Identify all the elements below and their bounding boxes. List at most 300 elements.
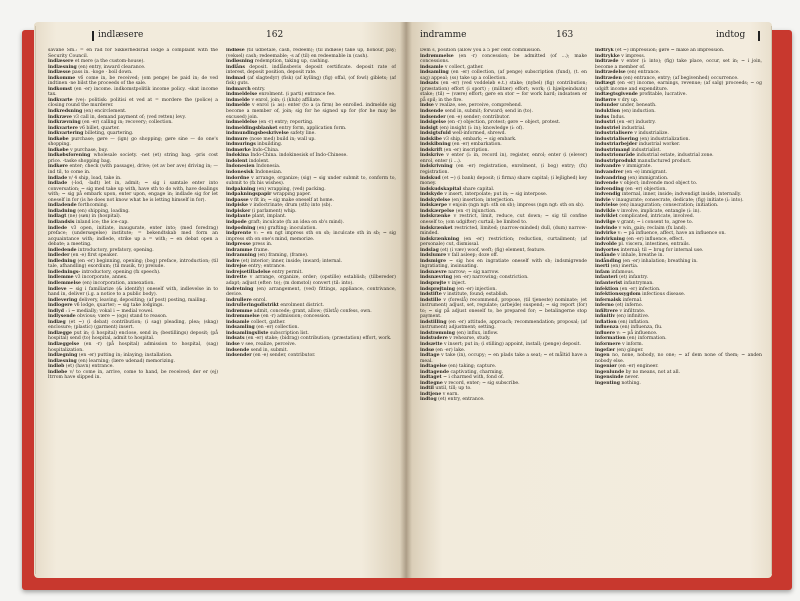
entry-headword: indpiske (226, 203, 248, 209)
entry-headword: indlandsis (48, 219, 75, 225)
entry-headword: indstudere (420, 336, 448, 342)
entry-definition: send in, submit; forward; send in (to). (444, 109, 533, 115)
entry-definition: entry. (252, 86, 266, 92)
entry-headword: indpresse (226, 242, 251, 248)
dictionary-entry (420, 176, 587, 187)
entry-headword: indsamling (420, 70, 449, 76)
entry-definition: (til udbetale, cash, redeem); (til indløse) take up, honour, pay; (veksel) cash; redeemable; -s af (til) en redeemable in (cash). (226, 48, 396, 59)
entry-headword: industri (595, 120, 616, 126)
entry-definition: (en -e) first speaker. (71, 253, 118, 259)
entry-definition: (et) inferno. (615, 303, 644, 309)
entry-headword: indkvartere (48, 125, 78, 131)
entry-headword: Indokina (226, 153, 250, 159)
entry-headword: indlægge (48, 330, 72, 336)
header-bar (758, 31, 760, 41)
entry-headword: indløse (226, 48, 245, 53)
dictionary-entry (420, 214, 587, 225)
dictionary-entry (420, 259, 587, 270)
entry-definition: v enjoin (ngn ngt: sth on sb); impress (ngn ngt: sth on sb). (448, 203, 585, 209)
entry-definition: infamous. (611, 269, 635, 275)
entry-definition: (en -er) collection. (256, 325, 299, 331)
dictionary-entry (226, 353, 396, 359)
entry-headword: indstrømning (420, 330, 455, 336)
entry-headword: indkræve (48, 114, 72, 120)
entry-definition: (en -r) injunction. (455, 208, 497, 214)
entry-definition: (en) entrance. (627, 70, 661, 76)
entry-definition: collect, gather. (250, 319, 286, 325)
dictionary-entry (48, 87, 218, 98)
entry-headword: indvikle (595, 208, 616, 214)
entry-definition: v enter (i: into); (fig) take place, occur, set in; ~ i join, become a member of. (595, 59, 762, 70)
entry-definition: v: ~ på influence, affect, have an influence on. (617, 231, 726, 237)
dictionary-entry (420, 237, 587, 248)
entry-definition: v rehearse, study. (449, 336, 491, 342)
entry-definition: redemption, taking up, cashing. (254, 59, 330, 65)
page-edges-left (34, 26, 36, 574)
entry-definition: industrialist. (631, 147, 661, 153)
dictionary-entry (595, 81, 762, 92)
entry-definition: (en -r) objection, protest; gøre ~ object, protest. (447, 120, 561, 126)
right-header-word: indramme (420, 30, 467, 40)
entry-definition: v: ~ en ngt impress sth on sb; inculcate sth in sb; ~ sig impress sth on one's mind, memorize. (226, 231, 396, 242)
entry-headword: indkomst (48, 86, 73, 92)
entry-definition: share capital. (462, 186, 495, 192)
entry-headword: indpisker (226, 208, 251, 214)
entry-headword: indtørre (595, 97, 617, 103)
entry-headword: indløbe (48, 369, 68, 375)
entry-definition: Indus. (610, 114, 626, 120)
entry-headword: industriel (595, 125, 621, 131)
dictionary-entry (595, 381, 762, 387)
entry-definition: v industrialize. (634, 131, 669, 137)
entry-definition: ~ i charmed with, fond of. (443, 375, 505, 381)
entry-headword: ingenting (595, 380, 620, 386)
dictionary-entry (226, 103, 396, 120)
entry-headword: influere (595, 330, 616, 336)
entry-headword: indplante (226, 214, 251, 220)
header-bar (92, 31, 94, 41)
entry-definition: v enter (i: in, record in), register, enrol; enter (i (elever) enrol, enter (i ...). (420, 153, 587, 164)
entry-headword: industriarbejder (595, 142, 638, 148)
dictionary-entry (420, 81, 587, 103)
left-column-1 (48, 48, 218, 570)
dictionary-entry (226, 48, 396, 59)
entry-definition: purchase; gøre — (ign) go shopping; gøre sine — do one's shopping. (48, 136, 218, 148)
entry-definition: v collect, gather. (444, 64, 484, 70)
entry-headword: indlæg (48, 319, 66, 325)
entry-headword: indvirke (595, 231, 617, 237)
entry-definition: v record, enter; ~ sig subscribe. (444, 380, 520, 386)
entry-definition: v inaugurate; consecrate, dedicate; (fig) initiate (i: into). (612, 197, 744, 203)
entry-definition: v win, gain; reclaim (fx land). (618, 225, 687, 231)
entry-headword: infam (595, 269, 610, 275)
entry-headword: indslumre (420, 253, 447, 259)
entry-headword: indsigtsfuld (420, 131, 451, 137)
entry-headword: inerti (595, 264, 610, 270)
entry-definition: (en) shipping, loading. (77, 208, 130, 214)
entry-headword: indtagelse (420, 364, 447, 370)
entry-headword: infiltrere (595, 308, 618, 314)
entry-headword: indsamle (420, 64, 444, 70)
entry-headword: infanterist (595, 280, 623, 286)
entry-definition: (en) encirclement. (83, 109, 127, 115)
entry-headword: indprente (226, 231, 252, 237)
entry-headword: indlyd (48, 308, 64, 314)
entry-headword: indsamling (226, 325, 255, 331)
entry-headword: indtræden (595, 75, 622, 81)
entry-definition: (en) information. (627, 336, 667, 342)
entry-definition: (en) ginger. (616, 347, 644, 353)
entry-definition: savane Sm.: = en rad for Sikkerhedsråd lodge a complaint with the Security Council. (48, 48, 218, 59)
entry-definition: nothing. (621, 380, 641, 386)
right-column-2 (595, 48, 762, 570)
entry-definition: (en -er) income, earnings, revenue; (af salg) proceeds; ~ og udgift income and expenditure. (595, 81, 762, 92)
entry-headword: indskærpelse (420, 208, 455, 214)
entry-definition: v inhale, breathe in. (617, 253, 664, 259)
entry-headword: indlevering (48, 297, 78, 303)
entry-headword: indmørke (226, 147, 251, 153)
entry-headword: ingefær (595, 347, 616, 353)
entry-definition: v: ~ på influence. (616, 330, 658, 336)
entry-headword: indsmigre (420, 258, 447, 264)
dictionary-entry (48, 76, 218, 87)
entry-definition: v purchase, buy. (70, 147, 108, 153)
entry-definition: (en) inauguration; consecration; initiation. (619, 203, 719, 209)
entry-headword: indrejsetilladelse (226, 269, 271, 275)
entry-definition: internal, inner, inside; indvendigt inside, internally. (621, 192, 742, 198)
entry-definition: put in; (i hospital) enclose, send in; (bestillings) deposit; (på hospital) send (to) hospital, admit to hospital. (48, 330, 218, 342)
entry-headword: indvendig (595, 192, 621, 198)
entry-definition: ~ sig hos en ingratiate oneself with sb; indsmigrende ingratiating, insinuating. (420, 258, 587, 270)
entry-headword: ingensinde (595, 375, 624, 381)
entry-headword: Indonesien (226, 164, 255, 170)
entry-headword: indskudskapital (420, 186, 462, 192)
entry-headword: infektionssygdom (595, 292, 641, 298)
entry-headword: indskud (420, 175, 441, 181)
entry-definition: (ve): politisk: politisi et ved at = mordere the (police) a closing round the murderer. (48, 97, 218, 109)
entry-headword: indmeldelse (226, 92, 258, 98)
entry-headword: indsprøjtning (420, 286, 456, 292)
entry-headword: indordne (226, 175, 250, 181)
entry-headword: indvending (595, 186, 624, 192)
entry-definition: introductory, prefatory, opening. (78, 247, 154, 253)
entry-headword: indtrædelse (595, 70, 626, 76)
entry-definition: (en) arrangement, (ved) fittings, appliance, contrivance, device. (226, 286, 396, 298)
entry-headword: indlogere (48, 303, 73, 309)
entry-headword: indkøbe (48, 147, 69, 153)
entry-definition: Indonesia. (256, 164, 281, 170)
entry-headword: indtagende (420, 369, 450, 375)
entry-headword: indonesisk (226, 170, 254, 176)
dictionary-entry (420, 226, 587, 237)
entry-definition: (en -er) inhalation; breathing in. (622, 258, 698, 264)
left-columns (48, 48, 396, 570)
entry-definition: v arrange, organize; (sig) ~ sig under submit to, conform to, submit to (fx his wishes). (226, 175, 396, 187)
entry-definition: graft; inculcate (fx an idea on sb's mind). (248, 219, 344, 225)
entry-definition: (en -er) putting in; inlaying; installation. (78, 353, 173, 359)
left-column-2 (226, 48, 396, 570)
entry-definition: (et) (i væv) woof, weft; (fig) element, feature. (440, 247, 546, 253)
entry-headword: indkredsning (48, 109, 83, 115)
entry-definition: (en -er) registration, enrolment, (i bog) entry; (fx) registration. (420, 164, 587, 176)
entry-definition: forthcoming. (78, 203, 109, 209)
entry-headword: indkrævning (48, 120, 81, 126)
dictionary-entry (595, 353, 762, 364)
entry-headword: indvinde (595, 225, 618, 231)
entry-definition: industrial estate, industrial zone. (636, 153, 714, 159)
entry-definition: send in, submit. (250, 347, 288, 353)
entry-headword: ingen (595, 353, 610, 359)
entry-definition: (-lod, -ladt) let in, admit; ~ sig i samtale enter into conversation; ~ sig med take up with, have sth to do with, have dealings with; ~ sig på embark upon, enter upon, engage in; indlade sig for let oneself in for (is he does not know what he is letting himself in for). (48, 181, 218, 203)
dictionary-entry (48, 98, 218, 109)
dictionary-entry (48, 137, 218, 148)
entry-definition: v6 lodge, quarter; ~ sig take lodgings. (74, 303, 164, 309)
dictionary-entry (48, 226, 218, 248)
entry-headword: indladende (48, 203, 77, 209)
entry-definition: (en) insertion; interjection. (451, 197, 515, 203)
entry-definition: (en -er) lake. (435, 347, 466, 353)
entry-headword: indsender (226, 353, 252, 359)
entry-headword: indskyde (420, 192, 443, 198)
entry-definition: v dry up. (617, 97, 639, 103)
entry-headword: indviklet (595, 214, 618, 220)
entry-headword: indramning (226, 253, 257, 259)
entry-definition: (en -er) industry. (616, 120, 656, 126)
entry-headword: indmad (226, 75, 246, 81)
entry-headword: industriområde (595, 153, 635, 159)
entry-headword: indtog (420, 397, 437, 403)
entry-definition: : i ~ medially; vokal i ~ medial vowel. (65, 308, 154, 314)
entry-headword: indlåns (226, 64, 245, 70)
entry-definition: wrapping paper. (272, 192, 312, 198)
dictionary-entry (420, 54, 587, 65)
entry-definition: (en) inflation. (618, 319, 650, 325)
entry-definition: (i parlament) whip. (251, 208, 297, 214)
entry-headword: indskrænkning (420, 236, 460, 242)
entry-headword: indløsning (226, 59, 254, 65)
dictionary-entry (420, 298, 587, 320)
entry-definition: v/ 4 ship, load, take in. (68, 175, 122, 181)
entry-headword: indmurings (226, 142, 256, 148)
entry-headword: indse (226, 341, 240, 347)
entry-headword: indtægtsgivende (595, 92, 638, 98)
entry-definition: v/ to come in, arrive, come to hand, be received; der er (ej) ltrrom have slipped in. (48, 369, 218, 381)
entry-definition: v see, realize, perceive. (241, 341, 297, 347)
entry-headword: indledende (48, 247, 77, 253)
entry-headword: infanteri (595, 275, 618, 281)
entry-headword: infinitiv (595, 314, 616, 320)
entry-definition: (en -er) engineer. (618, 364, 659, 370)
dictionary-entry (420, 153, 587, 164)
entry-definition: entry form, application form. (278, 125, 347, 131)
entry-definition: (en) influenza, flu. (620, 325, 663, 331)
entry-headword: indsigelse (420, 120, 447, 126)
entry-headword: indmelde (226, 103, 250, 109)
entry-headword: indtræde (595, 59, 619, 65)
entry-definition: (en) inertia. (610, 264, 639, 270)
entry-headword: indus (595, 114, 610, 120)
entry-headword: indpode (226, 219, 247, 225)
entry-definition: (en -er) beginning, opening; (bog) preface, introduction; (til tale, afhandling) exordium; (til musik, tv) prelude. (48, 258, 218, 270)
entry-definition: (et ~) impression; gøre ~ make an impression. (615, 48, 725, 53)
entry-headword: indkøbe (48, 136, 69, 142)
entry-definition: v inject. (447, 280, 467, 286)
entry-definition: infernal. (622, 297, 643, 303)
entry-headword: industrialisering (595, 136, 639, 142)
entry-definition: (en) framing, (frame). (257, 253, 309, 259)
entry-definition: v indoctrinate; drum (sth) into (sb). (249, 203, 332, 209)
entry-definition: restricted, limited; (narrow-minded) dull, (dum) narrow-minded. (420, 225, 587, 237)
entry-definition: (en) immigration. (627, 175, 669, 181)
entry-headword: indlede (48, 225, 68, 231)
entry-definition: v (foreslå) recommend, propose, (til tjeneste) nominate; (et instrument) adjust, set, regulate; (arbejde) suspend; ~ sig report (for) to; ~ sig på adjust oneself to, be prepared for; ~ betalingerne stop payment. (420, 297, 587, 320)
entry-headword: indånde (595, 253, 616, 259)
entry-definition: until, till; up to. (435, 386, 472, 392)
entry-definition: v enrol, join; (i (klub) affiliate. (251, 97, 322, 103)
entry-definition: (en) insight (i: in); knowledge (i: of). (439, 125, 524, 131)
entry-definition: profitable, lucrative. (639, 92, 687, 98)
dictionary-entry (226, 231, 396, 242)
entry-definition: v infiltrate. (619, 308, 646, 314)
entry-headword: indpodning (226, 225, 256, 231)
page-edges-right (770, 26, 772, 574)
book-gutter (400, 22, 412, 578)
entry-definition: plant, implant. (252, 214, 287, 220)
entry-definition: (en -r) admission; concession. (261, 314, 331, 320)
entry-headword: induktion (595, 109, 621, 115)
entry-definition: (en) influx, inflow. (456, 330, 499, 336)
entry-definition: infantryman. (623, 280, 654, 286)
entry-headword: industrialisere (595, 131, 633, 137)
entry-headword: indrømme (226, 308, 253, 314)
right-page-number: 163 (556, 30, 574, 40)
entry-definition: manufactured product. (637, 158, 692, 164)
entry-headword: indlemme (48, 275, 74, 281)
entry-headword: indvandring (595, 175, 627, 181)
entry-headword: indtegne (420, 380, 443, 386)
entry-definition: v grant; ~ i consent to, agree to. (617, 219, 693, 225)
entry-definition: (nose med) build in; wall up. (249, 136, 316, 142)
entry-definition: enrolment district. (280, 303, 324, 309)
entry-headword: indvirkning (595, 236, 625, 242)
entry-headword: indpakningspapir (226, 192, 272, 198)
entry-headword: indmelde (226, 97, 250, 103)
entry-definition: (en -e) sender; contributor. (447, 114, 510, 120)
entry-headword: indlemmelse (48, 280, 81, 286)
entry-definition: v3 open, initiate, inaugurate, enter into; (med foredrag) preface; (undersøgelse) institute; = bekendtskab med form an acquaintance with; indlede, strike up a = with; ~ en debat open a debate; a meeting. (48, 225, 218, 248)
entry-headword: indlade (48, 175, 68, 181)
entry-definition: (en -er) (ved voddeløb e.t.) stake; (nybel) (fig) contribution; (præstation) effort (i sport) ; (militær) effort; work; (i hjælpeindsats) stake; (til) ~ (være) effort; gøre en stor ~ for work hard; indsatsen er på spil; in the fire. (420, 81, 587, 103)
left-page (34, 22, 406, 578)
entry-definition: subscription list. (269, 330, 309, 336)
entry-definition: Dem s, position (allow you a 5 per cent commission. (420, 48, 542, 53)
entry-headword: indlade (48, 181, 68, 187)
entry-headword: indskrivning (420, 164, 453, 170)
entry-definition: (en) grafting; inoculation. (256, 225, 317, 231)
entry-headword: indskibning (420, 142, 451, 148)
entry-definition: (et) interior; inner, inside; inward; internal. (241, 258, 343, 264)
entry-headword: indsender (420, 114, 446, 120)
entry-headword: indleder (48, 253, 70, 259)
entry-headword: indkvartering (48, 131, 84, 137)
entry-headword: indskibe (420, 136, 442, 142)
entry-definition: (en -er) income. indkomstpolitik income policy. -skat income tax. (48, 86, 218, 98)
right-column-1 (420, 48, 587, 570)
entry-definition: introductory, opening (fx speech). (81, 269, 161, 275)
dictionary-entry (48, 342, 218, 353)
entry-headword: indrette (226, 275, 247, 281)
dictionary-entry (420, 353, 587, 364)
entry-headword: indse (420, 103, 434, 109)
entry-headword: indsætte (420, 341, 443, 347)
entry-headword: indsprøjte (420, 280, 447, 286)
entry-headword: indlysende (48, 314, 76, 320)
entry-definition: (en -r) concession; be admitted (of ...); make concessions. (420, 53, 587, 65)
entry-headword: indladning (48, 208, 76, 214)
dictionary-entry (48, 331, 218, 342)
entry-headword: indtægt (595, 81, 616, 87)
entry-definition: v take (in), occupy; ~ en plads take a seat; ~ et måltid have a meal. (420, 353, 587, 364)
entry-definition: (en -e) sender, contributor. (253, 353, 316, 359)
left-header-word: indlæsere (98, 30, 144, 40)
entry-definition: v fall asleep; doze off. (447, 253, 499, 259)
entry-headword: indrømmelse (420, 53, 454, 59)
entry-headword: indlæsse (48, 70, 71, 76)
entry-headword: indtaget (420, 375, 442, 381)
entry-headword: indrejse (226, 264, 247, 270)
entry-definition: deposit. indlånsbevis deposit certificate. deposit rate of interest, deposit position, deposit rate. (226, 64, 396, 76)
entry-headword: indvie (595, 197, 611, 203)
entry-definition: indolent. (248, 158, 270, 164)
entry-headword: indsats (420, 81, 439, 87)
entry-headword: indkøre (48, 164, 68, 170)
dictionary-entry (48, 287, 218, 298)
entry-headword: indskrænket (420, 225, 453, 231)
entry-definition: et mere (a the custom-house). (74, 59, 145, 65)
entry-definition: industrial. (621, 125, 646, 131)
entry-definition: (en) industrialization. (639, 136, 690, 142)
entry-definition: v earn. (442, 391, 459, 397)
entry-headword: indre (226, 258, 240, 264)
entry-definition: captivating, charming. (450, 369, 504, 375)
entry-headword: infektion (595, 286, 619, 292)
dictionary-entry (420, 164, 587, 175)
entry-headword: indlednings- (48, 269, 81, 275)
entry-definition: v object; indvende mod object to. (619, 181, 698, 187)
entry-definition: v realize, see, perceive, comprehend. (435, 103, 523, 109)
entry-headword: indsnævre (420, 269, 447, 275)
entry-headword: indlæsning (48, 358, 77, 364)
entry-headword: indvende (595, 181, 619, 187)
entry-headword: indvilge (595, 219, 616, 225)
entry-headword: indrulleringsdistrikt (226, 303, 279, 309)
entry-headword: indlagt (48, 214, 67, 220)
entry-headword: indstille (420, 297, 442, 303)
entry-definition: internal; til ~ brug for internal use. (620, 247, 704, 253)
entry-headword: indlæggelse (48, 341, 80, 347)
entry-definition: entry permit. (272, 269, 303, 275)
entry-definition: Indo-China. (252, 147, 280, 153)
entry-definition: inbuilding. (257, 142, 283, 148)
entry-definition: ~ sig i familiarize (& identify) oneself with, indlevelse in to hand in, deliver (i.g. a notice to a public body). (48, 286, 218, 298)
entry-headword: indrullere (226, 297, 252, 303)
entry-definition: v3 call in, demand payment of; (ved retten) levy. (73, 114, 186, 120)
entry-headword: indlægning (48, 353, 78, 359)
entry-definition: (et) infantry. (619, 275, 648, 281)
entry-definition: v6 billet, quarter. (79, 125, 120, 131)
entry-definition: v inform. (622, 341, 644, 347)
entry-definition: (en -er) stake; (bidrag) contribution; (præstation) effort, work. (246, 336, 392, 342)
